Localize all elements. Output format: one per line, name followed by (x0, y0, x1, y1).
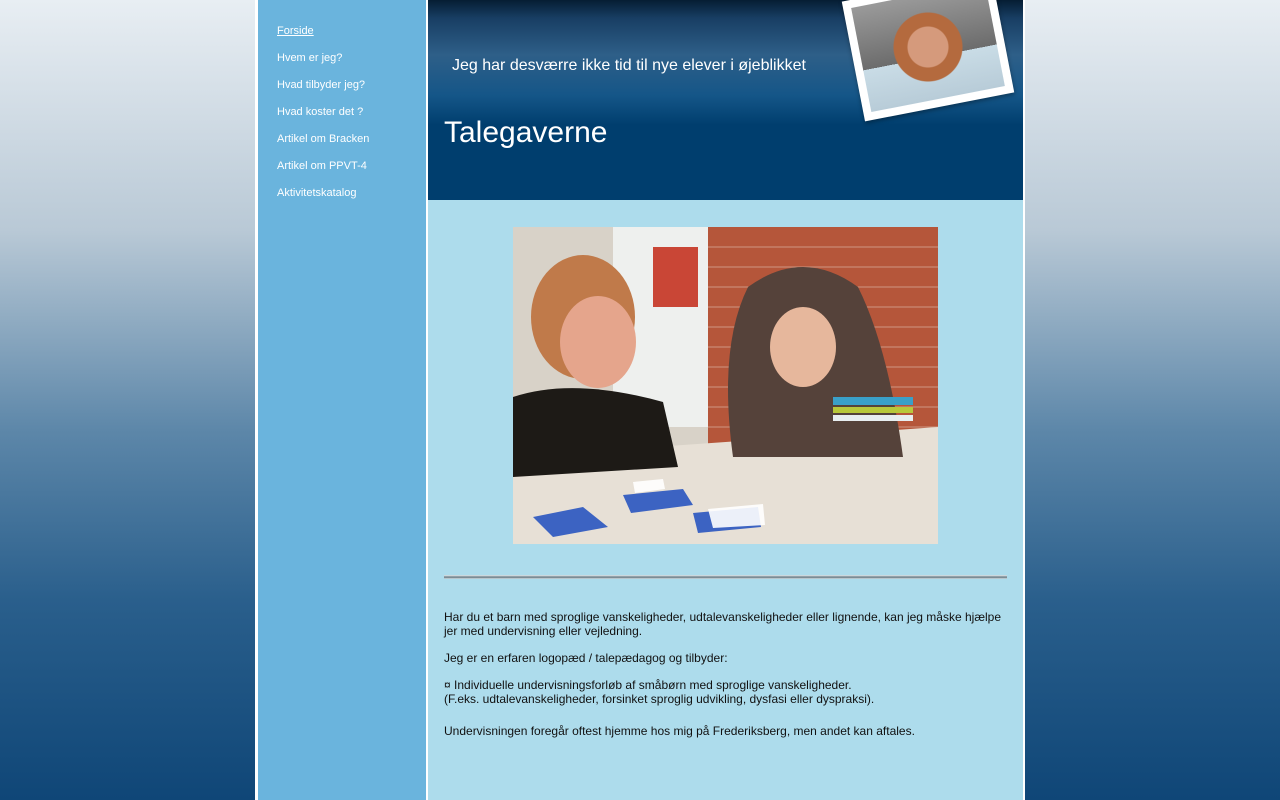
intro-text (444, 610, 1009, 751)
intro-paragraph: Har du et barn med sproglige vanskeligheder, udtalevanskeligheder eller lignende, kan jeg måske hjælpe jer med undervisning eller vejledning. (444, 610, 1002, 638)
offer-item: ¤ Individuelle undervisningsforløb af småbørn med sproglige vanskeligheder. (444, 678, 852, 692)
main-area (428, 0, 1023, 800)
nav-item-hvem-er-jeg[interactable]: Hvem er jeg? (277, 52, 343, 64)
teaching-photo (513, 227, 938, 544)
nav-item-aktivitetskatalog[interactable]: Aktivitetskatalog (277, 187, 357, 199)
section-divider (444, 575, 1007, 579)
nav-item-artikel-ppvt4[interactable]: Artikel om PPVT-4 (277, 160, 367, 172)
portrait-photo (842, 0, 1014, 121)
offer-detail: (F.eks. udtalevanskeligheder, forsinket sproglig udvikling, dysfasi eller dyspraksi). (444, 692, 875, 706)
availability-notice: Jeg har desværre ikke tid til nye elever i øjeblikket (452, 57, 806, 74)
header-banner (428, 0, 1023, 200)
nav-item-hvad-koster-det[interactable]: Hvad koster det ? (277, 106, 364, 118)
nav-item-forside[interactable]: Forside (277, 25, 314, 37)
main-navigation (258, 0, 426, 213)
offer-heading: Jeg er en erfaren logopæd / talepædagog og tilbyder: (444, 651, 728, 665)
nav-item-hvad-tilbyder-jeg[interactable]: Hvad tilbyder jeg? (277, 79, 366, 91)
site-title: Talegaverne (444, 116, 608, 149)
teaching-photo-illustration (513, 227, 938, 544)
portrait-image (851, 0, 1005, 112)
page-wrapper (255, 0, 1025, 800)
location-paragraph: Undervisningen foregår oftest hjemme hos mig på Frederiksberg, men andet kan aftales. (444, 724, 915, 738)
sidebar (258, 0, 426, 800)
nav-item-artikel-bracken[interactable]: Artikel om Bracken (277, 133, 370, 145)
